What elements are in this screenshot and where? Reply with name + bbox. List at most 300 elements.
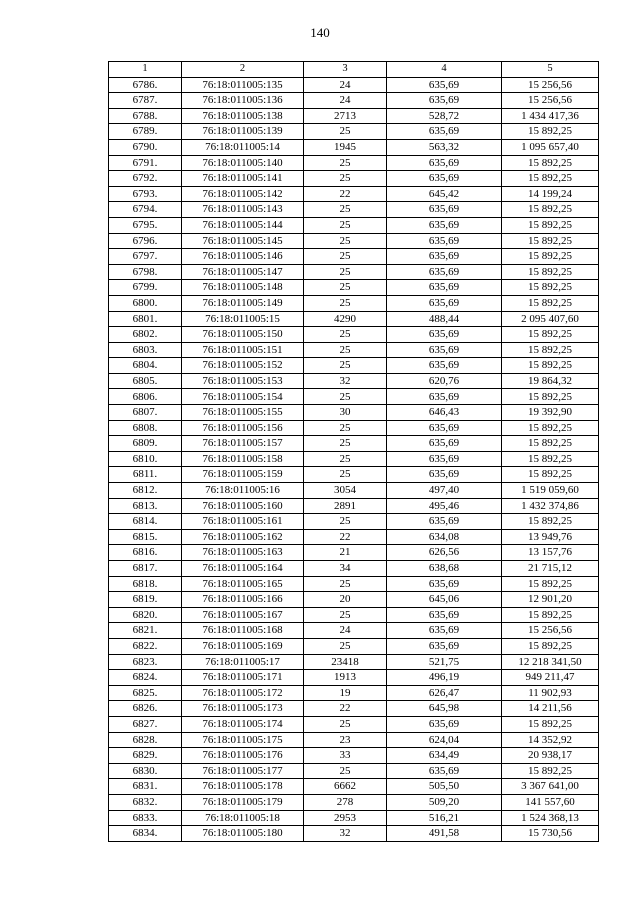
value-cell: 14 211,56 bbox=[502, 701, 599, 717]
area-cell: 33 bbox=[304, 748, 387, 764]
area-cell: 25 bbox=[304, 716, 387, 732]
value-cell: 1 524 368,13 bbox=[502, 810, 599, 826]
column-header-2: 2 bbox=[182, 62, 304, 78]
cadastral-number-cell: 76:18:011005:135 bbox=[182, 77, 304, 93]
cadastral-number-cell: 76:18:011005:142 bbox=[182, 186, 304, 202]
rate-cell: 635,69 bbox=[387, 623, 502, 639]
cadastral-number-cell: 76:18:011005:151 bbox=[182, 342, 304, 358]
cadastral-number-cell: 76:18:011005:148 bbox=[182, 280, 304, 296]
cadastral-number-cell: 76:18:011005:153 bbox=[182, 373, 304, 389]
table-row bbox=[109, 436, 599, 452]
cadastral-number-cell: 76:18:011005:149 bbox=[182, 295, 304, 311]
area-cell: 30 bbox=[304, 405, 387, 421]
rate-cell: 521,75 bbox=[387, 654, 502, 670]
cadastral-number-cell: 76:18:011005:165 bbox=[182, 576, 304, 592]
cadastral-number-cell: 76:18:011005:180 bbox=[182, 826, 304, 842]
table-row bbox=[109, 794, 599, 810]
rate-cell: 635,69 bbox=[387, 607, 502, 623]
cadastral-number-cell: 76:18:011005:18 bbox=[182, 810, 304, 826]
rate-cell: 626,56 bbox=[387, 545, 502, 561]
value-cell: 1 434 417,36 bbox=[502, 108, 599, 124]
row-number-cell: 6829. bbox=[109, 748, 182, 764]
value-cell: 15 730,56 bbox=[502, 826, 599, 842]
table-row bbox=[109, 576, 599, 592]
table-row bbox=[109, 373, 599, 389]
rate-cell: 626,47 bbox=[387, 685, 502, 701]
row-number-cell: 6809. bbox=[109, 436, 182, 452]
cadastral-number-cell: 76:18:011005:159 bbox=[182, 467, 304, 483]
area-cell: 25 bbox=[304, 342, 387, 358]
value-cell: 15 892,25 bbox=[502, 217, 599, 233]
cadastral-number-cell: 76:18:011005:167 bbox=[182, 607, 304, 623]
rate-cell: 635,69 bbox=[387, 280, 502, 296]
cadastral-number-cell: 76:18:011005:15 bbox=[182, 311, 304, 327]
table-row bbox=[109, 420, 599, 436]
table-row bbox=[109, 108, 599, 124]
cadastral-number-cell: 76:18:011005:177 bbox=[182, 763, 304, 779]
area-cell: 2953 bbox=[304, 810, 387, 826]
cadastral-number-cell: 76:18:011005:150 bbox=[182, 327, 304, 343]
area-cell: 24 bbox=[304, 93, 387, 109]
row-number-cell: 6821. bbox=[109, 623, 182, 639]
row-number-cell: 6808. bbox=[109, 420, 182, 436]
row-number-cell: 6793. bbox=[109, 186, 182, 202]
row-number-cell: 6813. bbox=[109, 498, 182, 514]
rate-cell: 635,69 bbox=[387, 420, 502, 436]
table-row bbox=[109, 249, 599, 265]
cadastral-number-cell: 76:18:011005:168 bbox=[182, 623, 304, 639]
area-cell: 25 bbox=[304, 233, 387, 249]
rate-cell: 635,69 bbox=[387, 77, 502, 93]
area-cell: 32 bbox=[304, 826, 387, 842]
rate-cell: 645,06 bbox=[387, 592, 502, 608]
rate-cell: 635,69 bbox=[387, 327, 502, 343]
row-number-cell: 6814. bbox=[109, 514, 182, 530]
row-number-cell: 6826. bbox=[109, 701, 182, 717]
rate-cell: 635,69 bbox=[387, 358, 502, 374]
rate-cell: 634,08 bbox=[387, 529, 502, 545]
rate-cell: 563,32 bbox=[387, 139, 502, 155]
rate-cell: 638,68 bbox=[387, 561, 502, 577]
rate-cell: 635,69 bbox=[387, 716, 502, 732]
rate-cell: 635,69 bbox=[387, 249, 502, 265]
value-cell: 15 892,25 bbox=[502, 233, 599, 249]
area-cell: 24 bbox=[304, 77, 387, 93]
value-cell: 15 892,25 bbox=[502, 327, 599, 343]
column-header-3: 3 bbox=[304, 62, 387, 78]
area-cell: 24 bbox=[304, 623, 387, 639]
row-number-cell: 6828. bbox=[109, 732, 182, 748]
table-row bbox=[109, 358, 599, 374]
row-number-cell: 6811. bbox=[109, 467, 182, 483]
table-row bbox=[109, 202, 599, 218]
area-cell: 22 bbox=[304, 186, 387, 202]
table-row bbox=[109, 748, 599, 764]
table-row bbox=[109, 779, 599, 795]
area-cell: 25 bbox=[304, 763, 387, 779]
area-cell: 25 bbox=[304, 155, 387, 171]
row-number-cell: 6795. bbox=[109, 217, 182, 233]
row-number-cell: 6827. bbox=[109, 716, 182, 732]
area-cell: 32 bbox=[304, 373, 387, 389]
area-cell: 6662 bbox=[304, 779, 387, 795]
row-number-cell: 6787. bbox=[109, 93, 182, 109]
value-cell: 21 715,12 bbox=[502, 561, 599, 577]
value-cell: 15 892,25 bbox=[502, 155, 599, 171]
area-cell: 25 bbox=[304, 202, 387, 218]
value-cell: 1 095 657,40 bbox=[502, 139, 599, 155]
rate-cell: 635,69 bbox=[387, 264, 502, 280]
rate-cell: 497,40 bbox=[387, 483, 502, 499]
rate-cell: 528,72 bbox=[387, 108, 502, 124]
area-cell: 22 bbox=[304, 529, 387, 545]
area-cell: 22 bbox=[304, 701, 387, 717]
value-cell: 1 432 374,86 bbox=[502, 498, 599, 514]
table-row bbox=[109, 389, 599, 405]
value-cell: 15 892,25 bbox=[502, 202, 599, 218]
table-row bbox=[109, 561, 599, 577]
row-number-cell: 6799. bbox=[109, 280, 182, 296]
value-cell: 13 157,76 bbox=[502, 545, 599, 561]
area-cell: 25 bbox=[304, 358, 387, 374]
cadastral-number-cell: 76:18:011005:147 bbox=[182, 264, 304, 280]
value-cell: 15 892,25 bbox=[502, 358, 599, 374]
value-cell: 15 892,25 bbox=[502, 514, 599, 530]
area-cell: 2713 bbox=[304, 108, 387, 124]
cadastral-number-cell: 76:18:011005:169 bbox=[182, 638, 304, 654]
cadastral-number-cell: 76:18:011005:160 bbox=[182, 498, 304, 514]
cadastral-number-cell: 76:18:011005:161 bbox=[182, 514, 304, 530]
value-cell: 12 901,20 bbox=[502, 592, 599, 608]
rate-cell: 634,49 bbox=[387, 748, 502, 764]
row-number-cell: 6792. bbox=[109, 171, 182, 187]
value-cell: 14 352,92 bbox=[502, 732, 599, 748]
rate-cell: 635,69 bbox=[387, 93, 502, 109]
value-cell: 15 256,56 bbox=[502, 77, 599, 93]
value-cell: 15 892,25 bbox=[502, 638, 599, 654]
row-number-cell: 6830. bbox=[109, 763, 182, 779]
value-cell: 15 892,25 bbox=[502, 171, 599, 187]
cadastral-number-cell: 76:18:011005:14 bbox=[182, 139, 304, 155]
area-cell: 1945 bbox=[304, 139, 387, 155]
area-cell: 25 bbox=[304, 217, 387, 233]
row-number-cell: 6825. bbox=[109, 685, 182, 701]
cadastral-number-cell: 76:18:011005:164 bbox=[182, 561, 304, 577]
area-cell: 25 bbox=[304, 295, 387, 311]
rate-cell: 635,69 bbox=[387, 514, 502, 530]
table-header-row bbox=[109, 62, 599, 78]
cadastral-number-cell: 76:18:011005:145 bbox=[182, 233, 304, 249]
area-cell: 25 bbox=[304, 514, 387, 530]
value-cell: 2 095 407,60 bbox=[502, 311, 599, 327]
value-cell: 949 211,47 bbox=[502, 670, 599, 686]
table-row bbox=[109, 77, 599, 93]
cadastral-number-cell: 76:18:011005:178 bbox=[182, 779, 304, 795]
row-number-cell: 6806. bbox=[109, 389, 182, 405]
area-cell: 25 bbox=[304, 638, 387, 654]
row-number-cell: 6812. bbox=[109, 483, 182, 499]
rate-cell: 646,43 bbox=[387, 405, 502, 421]
area-cell: 25 bbox=[304, 451, 387, 467]
row-number-cell: 6834. bbox=[109, 826, 182, 842]
page-number: 140 bbox=[310, 25, 330, 40]
row-number-cell: 6797. bbox=[109, 249, 182, 265]
row-number-cell: 6815. bbox=[109, 529, 182, 545]
value-cell: 3 367 641,00 bbox=[502, 779, 599, 795]
value-cell: 15 892,25 bbox=[502, 264, 599, 280]
area-cell: 25 bbox=[304, 607, 387, 623]
cadastral-number-cell: 76:18:011005:17 bbox=[182, 654, 304, 670]
table-row bbox=[109, 155, 599, 171]
cadastral-number-cell: 76:18:011005:155 bbox=[182, 405, 304, 421]
cadastral-number-cell: 76:18:011005:173 bbox=[182, 701, 304, 717]
row-number-cell: 6833. bbox=[109, 810, 182, 826]
rate-cell: 635,69 bbox=[387, 202, 502, 218]
area-cell: 25 bbox=[304, 576, 387, 592]
table-row bbox=[109, 514, 599, 530]
cadastral-number-cell: 76:18:011005:144 bbox=[182, 217, 304, 233]
cadastral-number-cell: 76:18:011005:138 bbox=[182, 108, 304, 124]
data-table bbox=[108, 61, 599, 842]
cadastral-number-cell: 76:18:011005:157 bbox=[182, 436, 304, 452]
rate-cell: 495,46 bbox=[387, 498, 502, 514]
area-cell: 25 bbox=[304, 420, 387, 436]
table-row bbox=[109, 732, 599, 748]
row-number-cell: 6800. bbox=[109, 295, 182, 311]
row-number-cell: 6794. bbox=[109, 202, 182, 218]
table-row bbox=[109, 810, 599, 826]
row-number-cell: 6796. bbox=[109, 233, 182, 249]
area-cell: 25 bbox=[304, 327, 387, 343]
row-number-cell: 6820. bbox=[109, 607, 182, 623]
value-cell: 11 902,93 bbox=[502, 685, 599, 701]
cadastral-number-cell: 76:18:011005:175 bbox=[182, 732, 304, 748]
rate-cell: 635,69 bbox=[387, 576, 502, 592]
rate-cell: 635,69 bbox=[387, 467, 502, 483]
area-cell: 25 bbox=[304, 436, 387, 452]
rate-cell: 488,44 bbox=[387, 311, 502, 327]
table-row bbox=[109, 483, 599, 499]
row-number-cell: 6831. bbox=[109, 779, 182, 795]
table-row bbox=[109, 607, 599, 623]
table-row bbox=[109, 295, 599, 311]
table-row bbox=[109, 670, 599, 686]
column-header-1: 1 bbox=[109, 62, 182, 78]
rate-cell: 635,69 bbox=[387, 233, 502, 249]
rate-cell: 516,21 bbox=[387, 810, 502, 826]
table-row bbox=[109, 529, 599, 545]
area-cell: 3054 bbox=[304, 483, 387, 499]
cadastral-number-cell: 76:18:011005:171 bbox=[182, 670, 304, 686]
cadastral-number-cell: 76:18:011005:172 bbox=[182, 685, 304, 701]
value-cell: 20 938,17 bbox=[502, 748, 599, 764]
value-cell: 15 892,25 bbox=[502, 436, 599, 452]
value-cell: 15 892,25 bbox=[502, 607, 599, 623]
table-body bbox=[109, 77, 599, 841]
table-row bbox=[109, 171, 599, 187]
value-cell: 15 892,25 bbox=[502, 467, 599, 483]
area-cell: 23 bbox=[304, 732, 387, 748]
cadastral-number-cell: 76:18:011005:174 bbox=[182, 716, 304, 732]
cadastral-number-cell: 76:18:011005:146 bbox=[182, 249, 304, 265]
cadastral-number-cell: 76:18:011005:154 bbox=[182, 389, 304, 405]
row-number-cell: 6807. bbox=[109, 405, 182, 421]
cadastral-number-cell: 76:18:011005:152 bbox=[182, 358, 304, 374]
area-cell: 19 bbox=[304, 685, 387, 701]
table-row bbox=[109, 623, 599, 639]
row-number-cell: 6819. bbox=[109, 592, 182, 608]
row-number-cell: 6790. bbox=[109, 139, 182, 155]
table-row bbox=[109, 451, 599, 467]
area-cell: 25 bbox=[304, 280, 387, 296]
value-cell: 15 892,25 bbox=[502, 249, 599, 265]
cadastral-number-cell: 76:18:011005:156 bbox=[182, 420, 304, 436]
rate-cell: 635,69 bbox=[387, 451, 502, 467]
value-cell: 12 218 341,50 bbox=[502, 654, 599, 670]
rate-cell: 635,69 bbox=[387, 436, 502, 452]
table-row bbox=[109, 654, 599, 670]
cadastral-number-cell: 76:18:011005:141 bbox=[182, 171, 304, 187]
row-number-cell: 6789. bbox=[109, 124, 182, 140]
rate-cell: 635,69 bbox=[387, 217, 502, 233]
row-number-cell: 6803. bbox=[109, 342, 182, 358]
table-row bbox=[109, 545, 599, 561]
rate-cell: 496,19 bbox=[387, 670, 502, 686]
column-header-5: 5 bbox=[502, 62, 599, 78]
area-cell: 2891 bbox=[304, 498, 387, 514]
rate-cell: 635,69 bbox=[387, 389, 502, 405]
cadastral-number-cell: 76:18:011005:163 bbox=[182, 545, 304, 561]
cadastral-number-cell: 76:18:011005:16 bbox=[182, 483, 304, 499]
value-cell: 15 892,25 bbox=[502, 576, 599, 592]
row-number-cell: 6798. bbox=[109, 264, 182, 280]
table-row bbox=[109, 638, 599, 654]
value-cell: 15 892,25 bbox=[502, 763, 599, 779]
row-number-cell: 6786. bbox=[109, 77, 182, 93]
area-cell: 25 bbox=[304, 467, 387, 483]
area-cell: 25 bbox=[304, 264, 387, 280]
table-row bbox=[109, 280, 599, 296]
cadastral-number-cell: 76:18:011005:136 bbox=[182, 93, 304, 109]
value-cell: 15 892,25 bbox=[502, 124, 599, 140]
value-cell: 15 892,25 bbox=[502, 295, 599, 311]
area-cell: 21 bbox=[304, 545, 387, 561]
value-cell: 141 557,60 bbox=[502, 794, 599, 810]
area-cell: 34 bbox=[304, 561, 387, 577]
table-row bbox=[109, 233, 599, 249]
value-cell: 19 864,32 bbox=[502, 373, 599, 389]
rate-cell: 505,50 bbox=[387, 779, 502, 795]
area-cell: 23418 bbox=[304, 654, 387, 670]
table-row bbox=[109, 763, 599, 779]
row-number-cell: 6804. bbox=[109, 358, 182, 374]
rate-cell: 635,69 bbox=[387, 342, 502, 358]
table-row bbox=[109, 217, 599, 233]
value-cell: 15 256,56 bbox=[502, 623, 599, 639]
value-cell: 15 256,56 bbox=[502, 93, 599, 109]
value-cell: 15 892,25 bbox=[502, 420, 599, 436]
table-row bbox=[109, 716, 599, 732]
row-number-cell: 6801. bbox=[109, 311, 182, 327]
table-row bbox=[109, 701, 599, 717]
row-number-cell: 6817. bbox=[109, 561, 182, 577]
rate-cell: 624,04 bbox=[387, 732, 502, 748]
rate-cell: 509,20 bbox=[387, 794, 502, 810]
row-number-cell: 6802. bbox=[109, 327, 182, 343]
table-row bbox=[109, 93, 599, 109]
value-cell: 19 392,90 bbox=[502, 405, 599, 421]
value-cell: 13 949,76 bbox=[502, 529, 599, 545]
value-cell: 15 892,25 bbox=[502, 389, 599, 405]
rate-cell: 635,69 bbox=[387, 638, 502, 654]
row-number-cell: 6788. bbox=[109, 108, 182, 124]
table-row bbox=[109, 685, 599, 701]
area-cell: 1913 bbox=[304, 670, 387, 686]
cadastral-number-cell: 76:18:011005:179 bbox=[182, 794, 304, 810]
cadastral-number-cell: 76:18:011005:143 bbox=[182, 202, 304, 218]
row-number-cell: 6822. bbox=[109, 638, 182, 654]
row-number-cell: 6832. bbox=[109, 794, 182, 810]
rate-cell: 491,58 bbox=[387, 826, 502, 842]
table-row bbox=[109, 311, 599, 327]
area-cell: 278 bbox=[304, 794, 387, 810]
area-cell: 20 bbox=[304, 592, 387, 608]
rate-cell: 645,98 bbox=[387, 701, 502, 717]
area-cell: 25 bbox=[304, 249, 387, 265]
rate-cell: 635,69 bbox=[387, 171, 502, 187]
cadastral-number-cell: 76:18:011005:162 bbox=[182, 529, 304, 545]
column-header-4: 4 bbox=[387, 62, 502, 78]
rate-cell: 635,69 bbox=[387, 295, 502, 311]
value-cell: 15 892,25 bbox=[502, 342, 599, 358]
area-cell: 25 bbox=[304, 124, 387, 140]
rate-cell: 635,69 bbox=[387, 124, 502, 140]
row-number-cell: 6805. bbox=[109, 373, 182, 389]
value-cell: 15 892,25 bbox=[502, 716, 599, 732]
cadastral-number-cell: 76:18:011005:158 bbox=[182, 451, 304, 467]
cadastral-number-cell: 76:18:011005:140 bbox=[182, 155, 304, 171]
table-row bbox=[109, 592, 599, 608]
cadastral-number-cell: 76:18:011005:176 bbox=[182, 748, 304, 764]
area-cell: 25 bbox=[304, 171, 387, 187]
value-cell: 1 519 059,60 bbox=[502, 483, 599, 499]
area-cell: 25 bbox=[304, 389, 387, 405]
value-cell: 15 892,25 bbox=[502, 451, 599, 467]
cadastral-number-cell: 76:18:011005:139 bbox=[182, 124, 304, 140]
table-row bbox=[109, 498, 599, 514]
table-row bbox=[109, 264, 599, 280]
area-cell: 4290 bbox=[304, 311, 387, 327]
rate-cell: 645,42 bbox=[387, 186, 502, 202]
table-row bbox=[109, 124, 599, 140]
value-cell: 14 199,24 bbox=[502, 186, 599, 202]
row-number-cell: 6818. bbox=[109, 576, 182, 592]
row-number-cell: 6810. bbox=[109, 451, 182, 467]
rate-cell: 620,76 bbox=[387, 373, 502, 389]
row-number-cell: 6823. bbox=[109, 654, 182, 670]
rate-cell: 635,69 bbox=[387, 763, 502, 779]
rate-cell: 635,69 bbox=[387, 155, 502, 171]
row-number-cell: 6791. bbox=[109, 155, 182, 171]
table-row bbox=[109, 826, 599, 842]
row-number-cell: 6816. bbox=[109, 545, 182, 561]
table-row bbox=[109, 342, 599, 358]
row-number-cell: 6824. bbox=[109, 670, 182, 686]
table-row bbox=[109, 467, 599, 483]
table-row bbox=[109, 327, 599, 343]
value-cell: 15 892,25 bbox=[502, 280, 599, 296]
table-row bbox=[109, 405, 599, 421]
